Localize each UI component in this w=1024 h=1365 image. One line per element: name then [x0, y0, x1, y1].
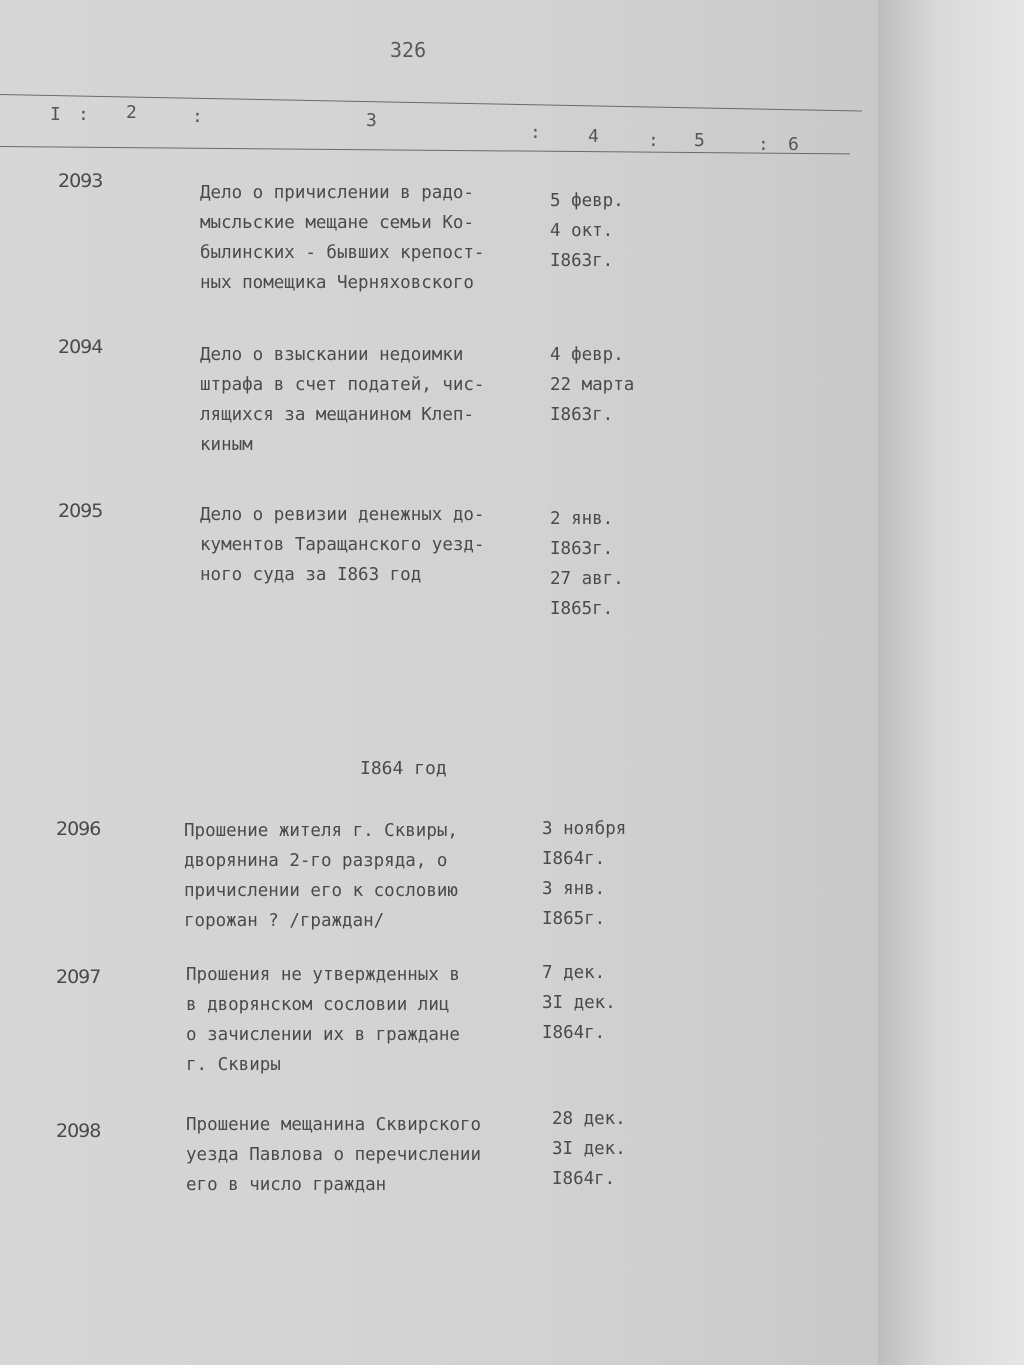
record-title [200, 178, 484, 298]
record-dates [550, 340, 634, 430]
header-bottom-rule [0, 146, 850, 154]
record-number: 2094 [58, 336, 103, 358]
record-title-line: киным [200, 435, 253, 455]
record-date-line: I863г. [550, 251, 614, 271]
record-title-line: ного суда за I863 год [200, 565, 422, 585]
column-separator: : [758, 134, 769, 155]
record-date-line: 3 янв. [542, 879, 606, 899]
record-date-line: I864г. [542, 1023, 606, 1043]
record-title [186, 960, 460, 1080]
column-header-4: 4 [588, 126, 599, 147]
record-dates [552, 1104, 626, 1194]
column-header-3: 3 [366, 110, 377, 131]
record-date-line: 4 февр. [550, 345, 624, 365]
record-title-line: ных помещика Черняховского [200, 273, 474, 293]
record-date-line: 2 янв. [550, 509, 614, 529]
record-title-line: дворянина 2-го разряда, о [184, 851, 448, 871]
column-separator: : [648, 130, 659, 151]
record-date-line: 5 февр. [550, 191, 624, 211]
column-header-5: 5 [694, 130, 705, 151]
record-date-line: 3I дек. [552, 1139, 626, 1159]
record-title [200, 500, 484, 590]
record-date-line: 27 авг. [550, 569, 624, 589]
record-title-line: г. Сквиры [186, 1055, 281, 1075]
record-dates [550, 504, 624, 624]
record-title-line: причислении его к сословию [184, 881, 458, 901]
record-title [200, 340, 484, 460]
column-separator: : [530, 122, 541, 143]
record-date-line: 3I дек. [542, 993, 616, 1013]
column-header-6: 6 [788, 134, 799, 155]
record-date-line: 3 ноября [542, 819, 627, 839]
record-title [184, 816, 458, 936]
record-dates [542, 814, 626, 934]
record-number: 2095 [58, 500, 103, 522]
page-number: 326 [390, 38, 427, 62]
record-date-line: I864г. [542, 849, 606, 869]
record-number: 2096 [56, 818, 101, 840]
record-title-line: Прошение жителя г. Сквиры, [184, 821, 458, 841]
record-date-line: 7 дек. [542, 963, 606, 983]
adjacent-page-edge [878, 0, 1024, 1365]
record-title-line: мысльские мещане семьи Ко- [200, 213, 474, 233]
record-title-line: Прошения не утвержденных в [186, 965, 460, 985]
column-header-2: 2 [126, 102, 137, 123]
record-date-line: I863г. [550, 539, 614, 559]
record-date-line: 28 дек. [552, 1109, 626, 1129]
record-title-line: горожан ? /граждан/ [184, 911, 385, 931]
record-date-line: 4 окт. [550, 221, 614, 241]
record-date-line: I865г. [542, 909, 606, 929]
record-dates [550, 186, 624, 276]
column-separator: : [192, 106, 203, 127]
record-title-line: лящихся за мещанином Клеп- [200, 405, 474, 425]
year-heading: I864 год [360, 758, 447, 779]
record-title-line: о зачислении их в граждане [186, 1025, 460, 1045]
record-date-line: I863г. [550, 405, 614, 425]
record-title-line: уезда Павлова о перечислении [186, 1145, 482, 1165]
record-number: 2093 [58, 170, 103, 192]
record-date-line: I864г. [552, 1169, 616, 1189]
record-title-line: штрафа в счет податей, чис- [200, 375, 485, 395]
record-title-line: Дело о взыскании недоимки [200, 345, 464, 365]
record-title-line: Дело о причислении в радо- [200, 183, 474, 203]
record-title-line: в дворянском сословии лиц [186, 995, 450, 1015]
record-date-line: 22 марта [550, 375, 635, 395]
record-title [186, 1110, 481, 1200]
column-separator: : [78, 104, 89, 125]
record-title-line: кументов Таращанского уезд- [200, 535, 485, 555]
record-title-line: былинских - бывших крепост- [200, 243, 485, 263]
column-header-I: I [50, 104, 61, 125]
record-number: 2097 [56, 966, 101, 988]
record-title-line: его в число граждан [186, 1175, 387, 1195]
record-title-line: Дело о ревизии денежных до- [200, 505, 485, 525]
record-date-line: I865г. [550, 599, 614, 619]
record-dates [542, 958, 616, 1048]
record-title-line: Прошение мещанина Сквирского [186, 1115, 482, 1135]
record-number: 2098 [56, 1120, 101, 1142]
